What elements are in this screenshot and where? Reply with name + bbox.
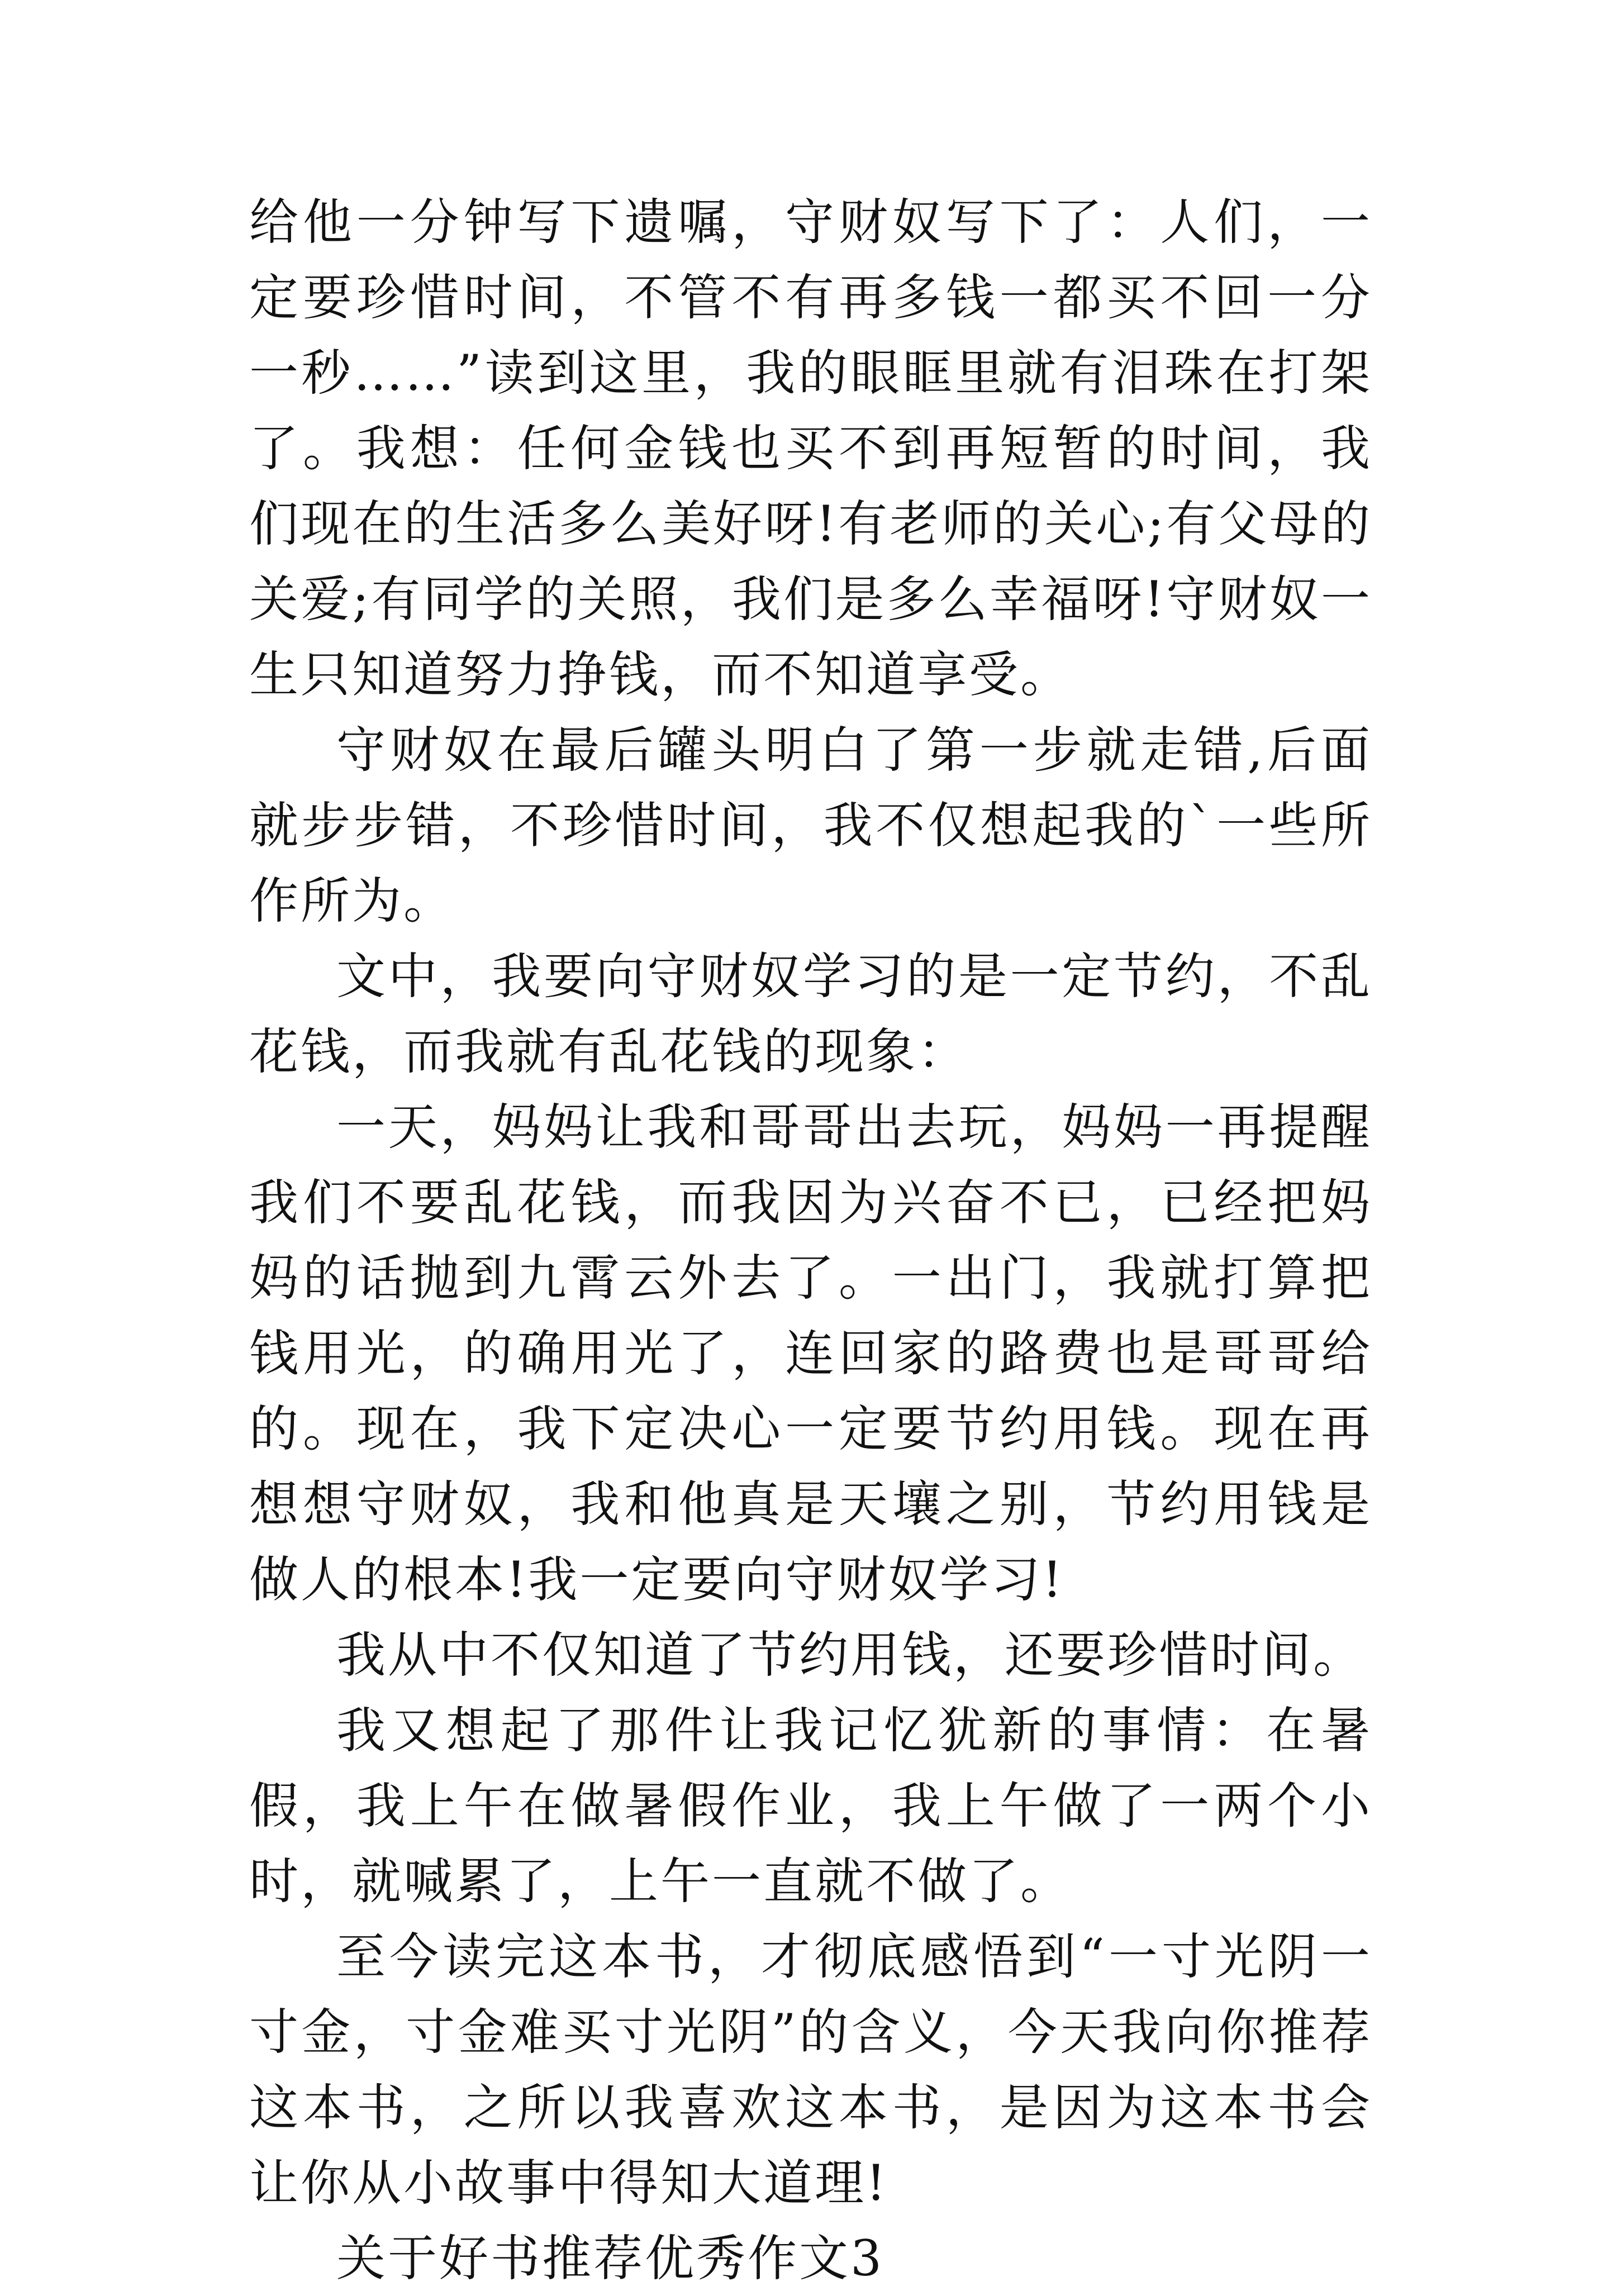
paragraph: 文中，我要向守财奴学习的是一定节约，不乱花钱，而我就有乱花钱的现象： — [249, 947, 1372, 1080]
paragraph: 我从中不仅知道了节约用钱，还要珍惜时间。 — [336, 1626, 1365, 1684]
section-heading: 关于好书推荐优秀作文3 — [336, 2230, 884, 2287]
paragraph: 守财奴在最后罐头明白了第一步就走错,后面就步步错，不珍惜时间，我不仅想起我的`一些所作所为。 — [249, 721, 1372, 930]
paragraph: 一天，妈妈让我和哥哥出去玩，妈妈一再提醒我们不要乱花钱，而我因为兴奋不已，已经把妈妈的话抛到九霄云外去了。一出门，我就打算把钱用光，的确用光了，连回家的路费也是哥哥给的。现在，我下定决心一定要节约用钱。现在再想想守财奴，我和他真是天壤之别，节约用钱是做人的根本!我一定要向守财奴学习! — [249, 1098, 1372, 1608]
paragraph: 我又想起了那件让我记忆犹新的事情：在暑假，我上午在做暑假作业，我上午做了一两个小时，就喊累了，上午一直就不做了。 — [249, 1702, 1372, 1910]
paragraph: 给他一分钟写下遗嘱，守财奴写下了：人们，一定要珍惜时间，不管不有再多钱一都买不回一分一秒……”读到这里，我的眼眶里就有泪珠在打架了。我想：任何金钱也买不到再短暂的时间，我们现在的生活多么美好呀!有老师的关心;有父母的关爱;有同学的关照，我们是多么幸福呀!守财奴一生只知道努力挣钱，而不知道享受。 — [249, 193, 1372, 703]
essay-body — [249, 184, 1372, 2296]
paragraph: 至今读完这本书，才彻底感悟到“一寸光阴一寸金，寸金难买寸光阴”的含义，今天我向你推荐这本书，之所以我喜欢这本书，是因为这本书会让你从小故事中得知大道理! — [249, 1928, 1372, 2212]
